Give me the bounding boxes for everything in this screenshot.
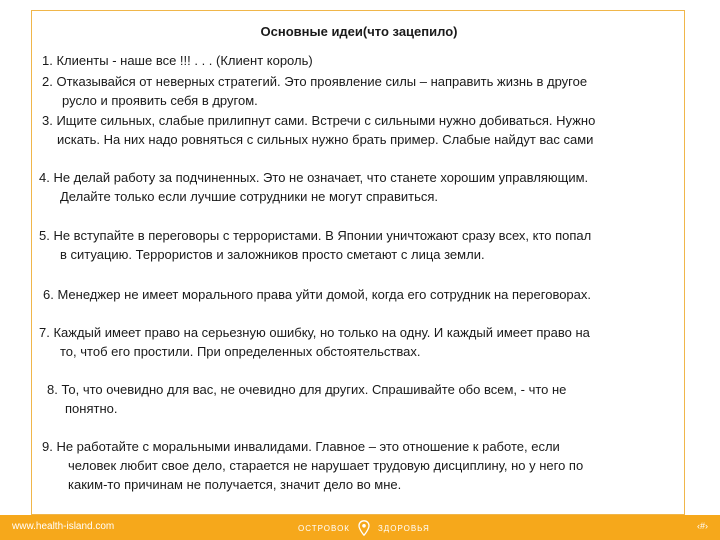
brand-right-text: ЗДОРОВЬЯ bbox=[377, 523, 430, 533]
list-item-text: 3. Ищите сильных, слабые прилипнут сами. Встречи с сильными нужно добиваться. Нужно bbox=[42, 113, 596, 128]
list-item-text: 1. Клиенты - наше все !!! . . . (Клиент король) bbox=[42, 53, 313, 68]
list-item-text: искать. На них надо ровняться с сильных нужно брать пример. Слабые найдут вас сами bbox=[57, 132, 594, 147]
list-item-text: 6. Менеджер не имеет морального права уйти домой, когда его сотрудник на переговорах. bbox=[43, 287, 591, 302]
list-item-text: человек любит свое дело, старается не нарушает трудовую дисциплину, но у него по bbox=[68, 458, 584, 473]
list-item-text: 7. Каждый имеет право на серьезную ошибку, но только на одну. И каждый имеет право на bbox=[39, 325, 590, 340]
brand-logo bbox=[298, 518, 430, 538]
list-item-text: то, чтоб его простили. При определенных обстоятельствах. bbox=[60, 344, 421, 359]
list-item-text: русло и проявить себя в другом. bbox=[62, 93, 258, 108]
list-item-text: 8. То, что очевидно для вас, не очевидно для других. Спрашивайте обо всем, - что не bbox=[47, 382, 567, 397]
list-item-text: 4. Не делай работу за подчиненных. Это не означает, что станете хорошим управляющим. bbox=[39, 170, 589, 185]
list-item-text: 9. Не работайте с моральными инвалидами. Главное – это отношение к работе, если bbox=[42, 439, 560, 454]
site-url: www.health-island.com bbox=[12, 521, 115, 532]
list-item bbox=[42, 72, 587, 110]
footer-bar bbox=[0, 515, 720, 540]
list-item-text: Делайте только если лучшие сотрудники не могут справиться. bbox=[60, 189, 439, 204]
list-item-text: каким-то причинам не получается, значит дело во мне. bbox=[68, 477, 402, 492]
list-item bbox=[42, 111, 595, 149]
list-item bbox=[42, 51, 313, 70]
list-item bbox=[39, 323, 590, 361]
list-item-text: понятно. bbox=[65, 401, 118, 416]
list-item bbox=[39, 226, 591, 264]
list-item bbox=[39, 168, 588, 206]
list-item bbox=[42, 437, 583, 494]
list-item-text: 5. Не вступайте в переговоры с террористами. В Японии уничтожают сразу всех, кто попал bbox=[39, 228, 592, 243]
list-item bbox=[47, 380, 566, 418]
brand-left-text: ОСТРОВОК bbox=[298, 523, 350, 533]
page-title: Основные идеи(что зацепило) bbox=[260, 24, 458, 39]
list-item-text: в ситуацию. Террористов и заложников просто сметают с лица земли. bbox=[60, 247, 485, 262]
list-item bbox=[43, 285, 591, 304]
page-number: ‹#› bbox=[697, 521, 708, 531]
location-pin-icon bbox=[358, 520, 370, 536]
list-item-text: 2. Отказывайся от неверных стратегий. Это проявление силы – направить жизнь в другое bbox=[42, 74, 588, 89]
